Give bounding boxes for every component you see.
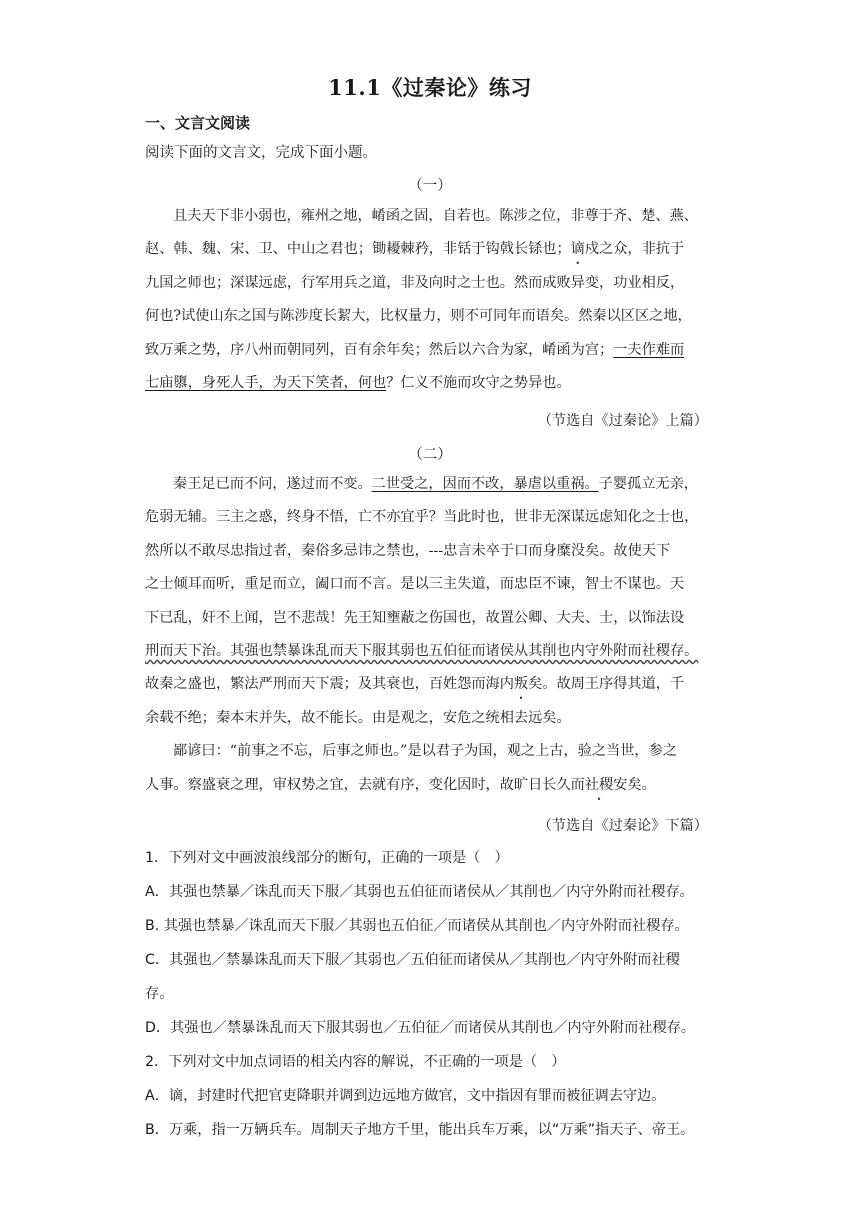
passage-line: 下已乱，奸不上闻，岂不悲哉！先王知壅蔽之伤国也，故置公卿、大夫、士，以饰法设 (145, 609, 685, 626)
document-title: 11.1《过秦论》练习 (328, 75, 532, 100)
passage-line: 故秦之盛也，繁法严刑而天下震；及其衰也，百姓怨而海内叛矣。故周王序得其道，千 (145, 676, 685, 693)
question-stem: 1．下列对文中画波浪线部分的断句，正确的一项是（ ） (145, 850, 509, 866)
passage-line: 七庙隳，身死人手，为天下笑者，何也？仁义不施而攻守之势异也。 (145, 374, 571, 391)
passage-1-label: （一） (408, 178, 452, 194)
dotted-word: 叛 (513, 676, 529, 693)
passage-line: 九国之师也；深谋远虑，行军用兵之道，非及向时之士也。然而成败异变，功业相反， (145, 274, 685, 291)
passage-line: 何也?试使山东之国与陈涉度长絜大，比权量力，则不可同年而语矣。然秦以区区之地， (145, 308, 692, 325)
passage-2-label: （二） (408, 447, 452, 463)
passage-2-source: （节选自《过秦论》下篇） (537, 818, 708, 834)
passage-line: 鄙谚曰：“前事之不忘，后事之师也。”是以君子为国，观之上古，验之当世，参之 (173, 743, 677, 760)
passage-line: 致万乘之势，序八州而朝同列，百有余年矣；然后以六合为家，崤函为宫；一夫作难而 (145, 341, 685, 358)
answer-option: D．其强也／禁暴诛乱而天下服其弱也／五伯征／而诸侯从其削也／内守外附而社稷存。 (145, 1020, 696, 1036)
passage-line (145, 635, 717, 668)
section-heading: 一、文言文阅读 (145, 114, 251, 132)
answer-option: 存。 (145, 986, 174, 1002)
underlined-sentence: 七庙隳，身死人手，为天下笑者，何也 (145, 374, 387, 391)
answer-option: A．其强也禁暴／诛乱而天下服／其弱也五伯征而诸侯从／其削也／内守外附而社稷存。 (145, 884, 694, 900)
passage-line: 然所以不敢尽忠指过者，秦俗多忌讳之禁也，---忠言未卒于口而身糜没矣。故使天下 (145, 542, 671, 559)
instruction-text: 阅读下面的文言文，完成下面小题。 (145, 145, 377, 161)
passage-line: 之士倾耳而听，重足而立，阖口而不言。是以三主失道，而忠臣不谏，智士不谋也。天 (145, 576, 685, 593)
passage-line: 秦王足已而不问，遂过而不变。二世受之，因而不改，暴虐以重祸。子婴孤立无亲， (173, 476, 698, 492)
passage-line: 人事。察盛衰之理，审权势之宜，去就有序，变化因时，故旷日长久而社稷安矣。 (145, 776, 656, 793)
passage-line: 赵、韩、魏、宋、卫、中山之君也；锄耰棘矜，非铦于钩戟长铩也；谪戍之众，非抗于 (145, 241, 685, 258)
passage-1-source: （节选自《过秦论》上篇） (537, 413, 708, 429)
wavy-underlined-sentence: 刑而天下治。其强也禁暴诛乱而天下服其弱也五伯征而诸侯从其削也内守外附而社稷存。 (145, 642, 699, 659)
passage-2-text (145, 468, 717, 802)
passage-line: 且夫天下非小弱也，雍州之地，崤函之固，自若也。陈涉之位，非尊于齐、楚、燕、 (173, 208, 698, 224)
answer-option: B. 其强也禁暴／诛乱而天下服／其弱也五伯征／而诸侯从其削也／内守外附而社稷存。 (145, 918, 689, 934)
passage-line: 余载不绝；秦本末并失，故不能长。由是观之，安危之统相去远矣。 (145, 709, 571, 726)
underlined-sentence: 二世受之，因而不改，暴虐以重祸。 (371, 476, 599, 492)
passage-1-text (145, 200, 717, 400)
dotted-word: 谪 (570, 241, 585, 258)
passage-line: 危弱无辅。三主之惑，终身不悟，亡不亦宜乎？当此时也，世非无深谋远虑知化之士也， (145, 509, 699, 526)
question-stem: 2．下列对文中加点词语的相关内容的解说，不正确的一项是（ ） (145, 1054, 566, 1070)
answer-option: B．万乘，指一万辆兵车。周制天子地方千里，能出兵车万乘，以“万乘”指天子、帝王。 (145, 1122, 695, 1138)
question-block (145, 841, 735, 1147)
underlined-sentence: 一夫作难而 (613, 341, 685, 358)
answer-option: A．谪，封建时代把官吏降职并调到边远地方做官，文中指因有罪而被征调去守边。 (145, 1088, 666, 1104)
answer-option: C．其强也／禁暴诛乱而天下服／其弱也／五伯征而诸侯从／其削也／内守外附而社稷 (145, 952, 680, 968)
dotted-word: 社稷 (584, 776, 614, 793)
